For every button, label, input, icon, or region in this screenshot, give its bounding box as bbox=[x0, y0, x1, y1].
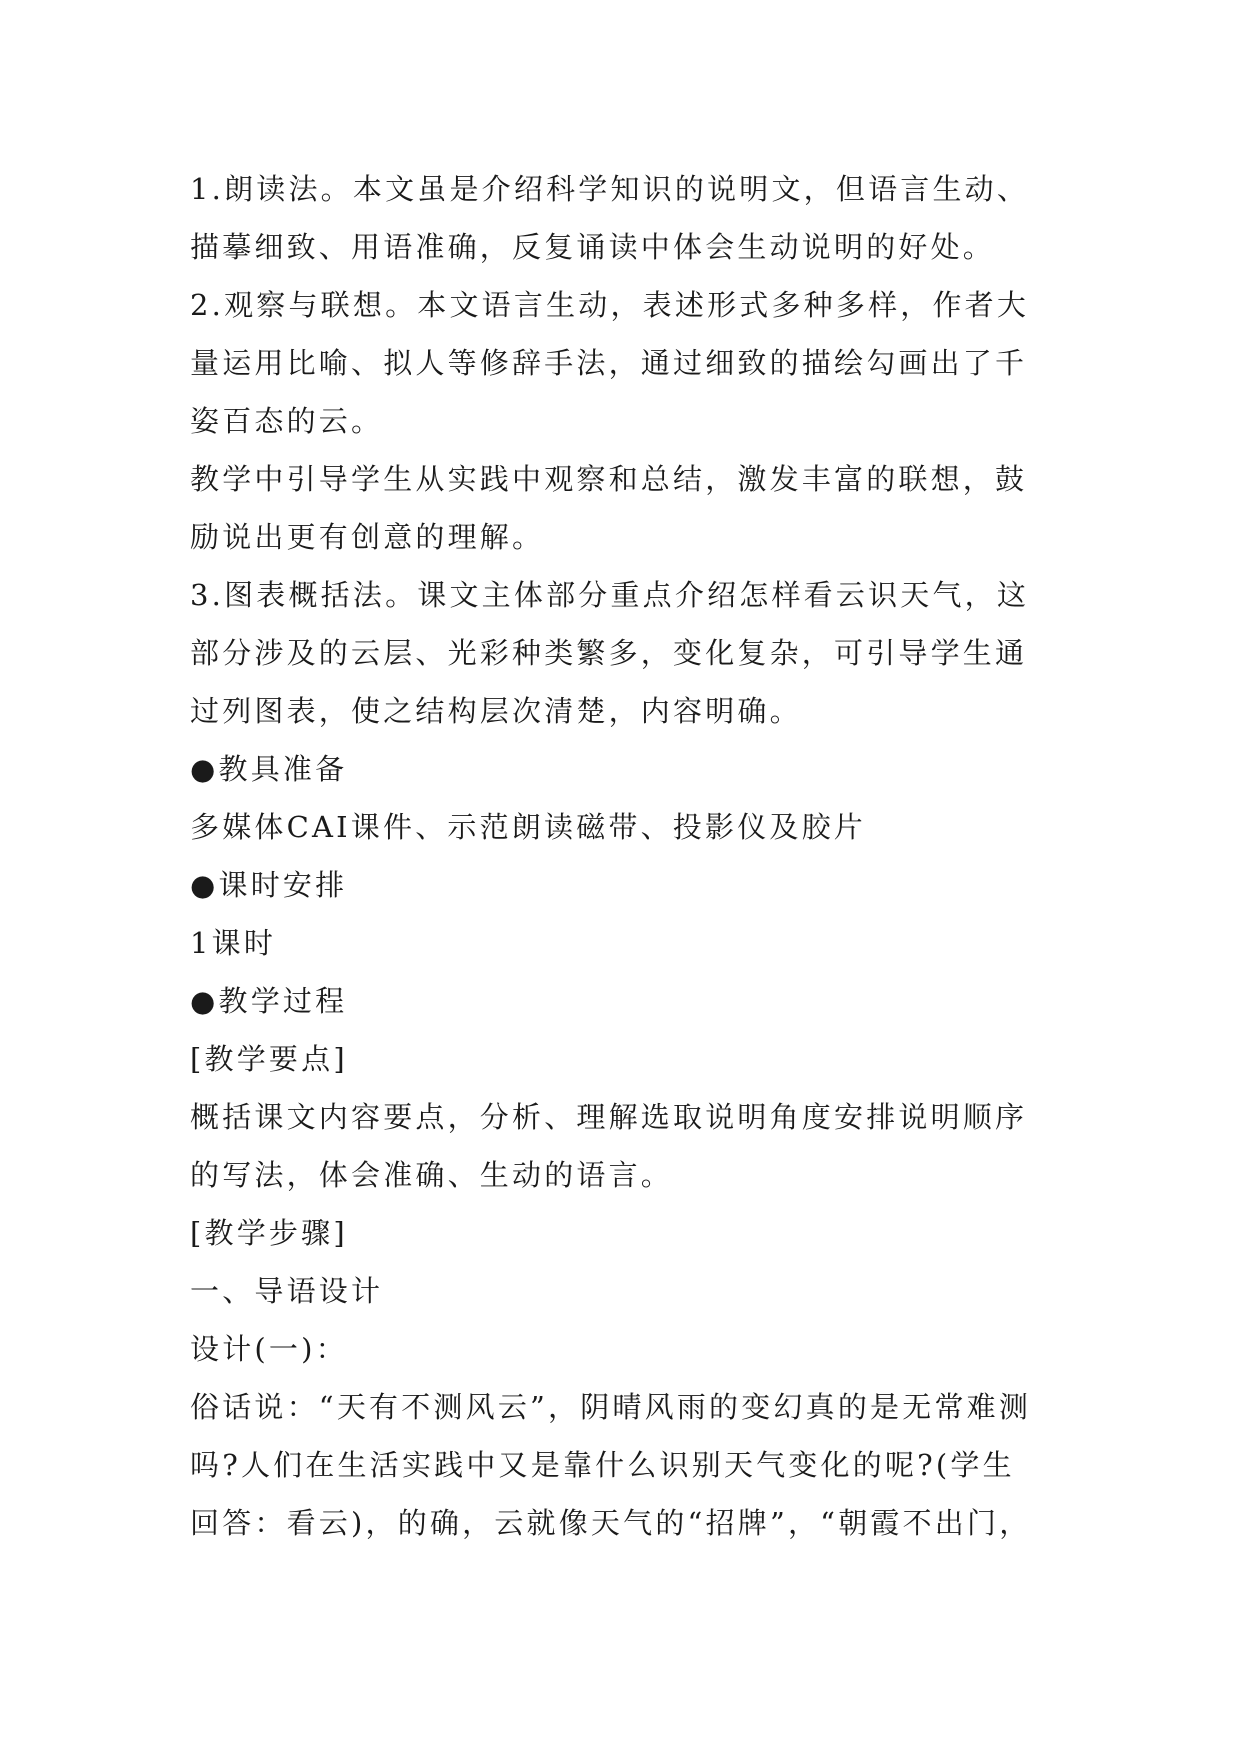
text-line: 1课时 bbox=[190, 926, 277, 960]
text-line: 回答：看云)，的确，云就像天气的“招牌”，“朝霞不出门， bbox=[190, 1506, 1032, 1540]
text-line: 设计(一)： bbox=[190, 1332, 348, 1366]
text-line: 过列图表，使之结构层次清楚，内容明确。 bbox=[190, 694, 802, 728]
text-line: 励说出更有创意的理解。 bbox=[190, 520, 545, 554]
text-line: 多媒体CAI课件、示范朗读磁带、投影仪及胶片 bbox=[190, 810, 866, 844]
document-body bbox=[190, 160, 1070, 1552]
text-line: 描摹细致、用语准确，反复诵读中体会生动说明的好处。 bbox=[190, 230, 996, 264]
section-heading: ●教学过程 bbox=[190, 984, 348, 1018]
subsection-heading: [教学要点] bbox=[190, 1042, 348, 1076]
text-line: 教学中引导学生从实践中观察和总结，激发丰富的联想，鼓 bbox=[190, 462, 1028, 496]
text-line: 3.图表概括法。课文主体部分重点介绍怎样看云识天气，这 bbox=[190, 578, 1030, 612]
text-line: 1.朗读法。本文虽是介绍科学知识的说明文，但语言生动、 bbox=[190, 172, 1030, 206]
text-line: 俗话说：“天有不测风云”，阴晴风雨的变幻真的是无常难测 bbox=[190, 1390, 1032, 1424]
text-line: 概括课文内容要点，分析、理解选取说明角度安排说明顺序 bbox=[190, 1100, 1028, 1134]
text-line: 的写法，体会准确、生动的语言。 bbox=[190, 1158, 674, 1192]
text-line: 姿百态的云。 bbox=[190, 404, 384, 438]
text-line: 吗?人们在生活实践中又是靠什么识别天气变化的呢?(学生 bbox=[190, 1448, 1015, 1482]
subsection-heading: [教学步骤] bbox=[190, 1216, 348, 1250]
text-line: 部分涉及的云层、光彩种类繁多，变化复杂，可引导学生通 bbox=[190, 636, 1028, 670]
text-line: 量运用比喻、拟人等修辞手法，通过细致的描绘勾画出了千 bbox=[190, 346, 1028, 380]
text-line: 2.观察与联想。本文语言生动，表述形式多种多样，作者大 bbox=[190, 288, 1030, 322]
section-heading: ●课时安排 bbox=[190, 868, 348, 902]
section-heading: ●教具准备 bbox=[190, 752, 348, 786]
text-line: 一、导语设计 bbox=[190, 1274, 384, 1308]
